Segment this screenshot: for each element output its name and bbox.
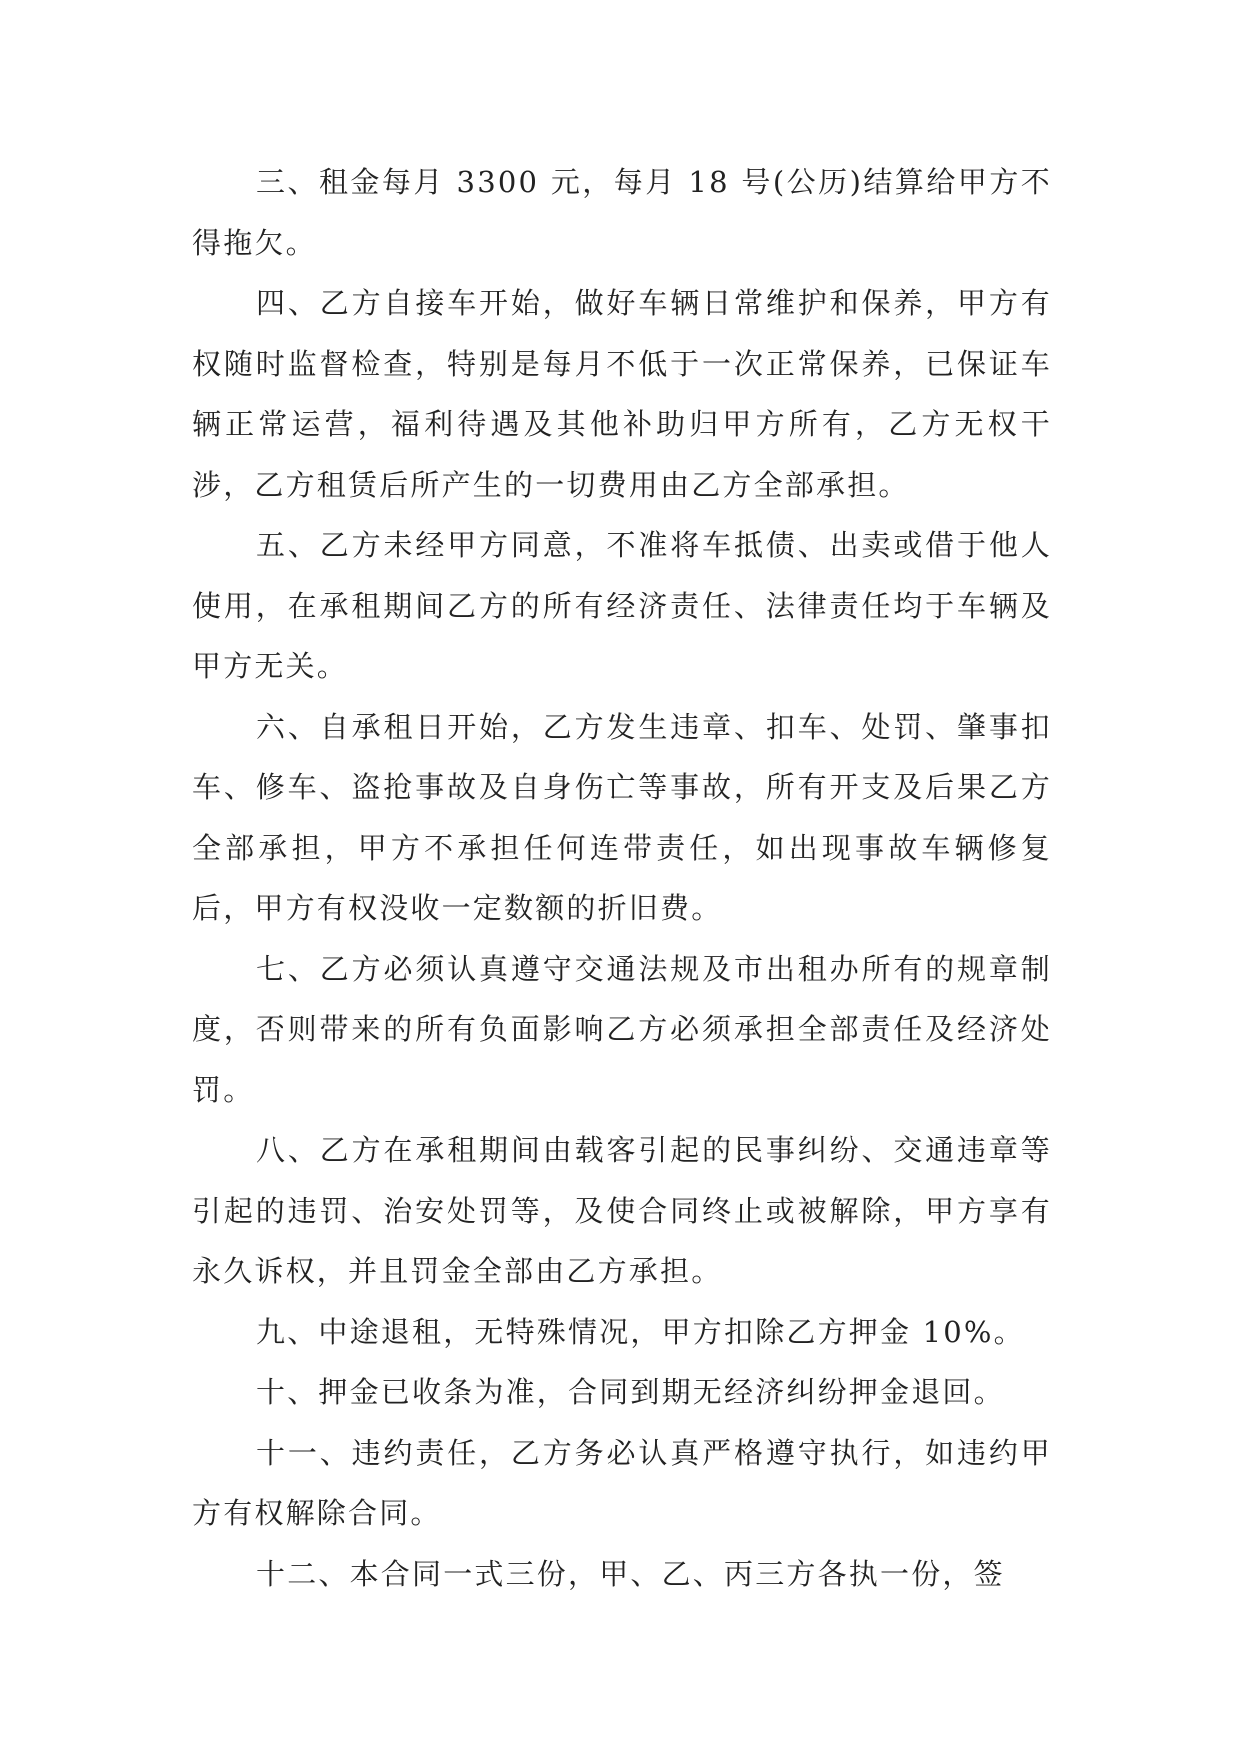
clause-4: 四、乙方自接车开始，做好车辆日常维护和保养，甲方有权随时监督检查，特别是每月不低于一次正常保养，已保证车辆正常运营，福利待遇及其他补助归甲方所有，乙方无权干涉，乙方租赁后所产生的一切费用由乙方全部承担。 (192, 286, 1052, 502)
clause-9: 九、中途退租，无特殊情况，甲方扣除乙方押金 10%。 (256, 1314, 1025, 1349)
clause-3: 三、租金每月 3300 元，每月 18 号(公历)结算给甲方不得拖欠。 (192, 165, 1052, 260)
clause-7: 七、乙方必须认真遵守交通法规及市出租办所有的规章制度，否则带来的所有负面影响乙方必须承担全部责任及经济处罚。 (192, 951, 1052, 1107)
clause-11: 十一、违约责任，乙方务必认真严格遵守执行，如违约甲方有权解除合同。 (192, 1435, 1052, 1530)
clause-10: 十、押金已收条为准，合同到期无经济纠纷押金退回。 (256, 1375, 1005, 1409)
clause-6: 六、自承租日开始，乙方发生违章、扣车、处罚、肇事扣车、修车、盗抢事故及自身伤亡等事故，所有开支及后果乙方全部承担，甲方不承担任何连带责任，如出现事故车辆修复后，甲方有权没收一定数额的折旧费。 (192, 709, 1052, 925)
clause-12: 十二、本合同一式三份，甲、乙、丙三方各执一份，签 (256, 1556, 1005, 1591)
contract-body (192, 152, 1052, 1604)
clause-8: 八、乙方在承租期间由载客引起的民事纠纷、交通违章等引起的违罚、治安处罚等，及使合同终止或被解除，甲方享有永久诉权，并且罚金全部由乙方承担。 (192, 1133, 1052, 1288)
clause-5: 五、乙方未经甲方同意，不准将车抵债、出卖或借于他人使用，在承租期间乙方的所有经济责任、法律责任均于车辆及甲方无关。 (192, 528, 1052, 683)
